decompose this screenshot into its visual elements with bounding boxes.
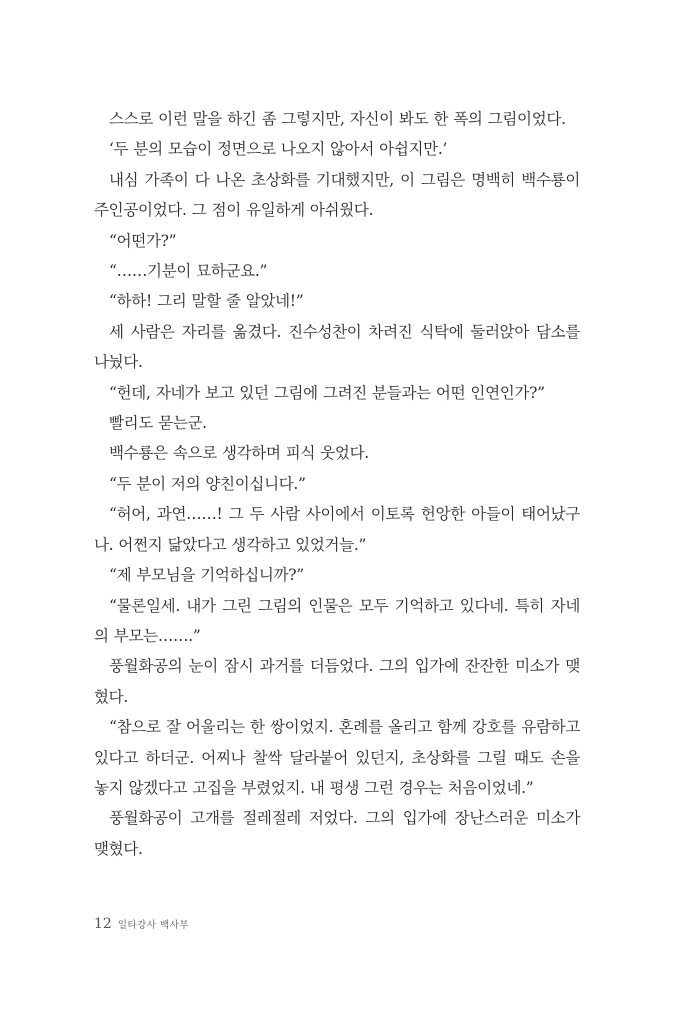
paragraph: “헌데, 자네가 보고 있던 그림에 그려진 분들과는 어떤 인연인가?” (109, 383, 545, 402)
paragraph: “두 분이 저의 양친이십니다.” (109, 474, 306, 493)
paragraph: “물론일세. 내가 그린 그림의 인물은 모두 기억하고 있다네. 특히 자네의 부모는…….” (94, 596, 580, 645)
paragraph: “하하! 그리 말할 줄 알았네!” (109, 292, 304, 311)
paragraph: “참으로 잘 어울리는 한 쌍이었지. 혼례를 올리고 함께 강호를 유람하고 있다고 하더군. 어찌나 찰싹 달라붙어 있던지, 초상화를 그릴 때도 손을 놓지 않겠다고 고집을 부렸었지. 내 평생 그런 경우는 처음이었네.” (94, 718, 580, 797)
page-footer (94, 916, 189, 932)
paragraph: 내심 가족이 다 나온 초상화를 기대했지만, 이 그림은 명백히 백수룡이 주인공이었다. 그 점이 유일하게 아쉬웠다. (94, 170, 580, 220)
paragraph: 세 사람은 자리를 옮겼다. 진수성찬이 차려진 식탁에 둘러앉아 담소를 나눴다. (94, 322, 580, 372)
body-text (94, 104, 580, 864)
paragraph: 백수룡은 속으로 생각하며 피식 웃었다. (109, 444, 369, 463)
paragraph: 스스로 이런 말을 하긴 좀 그렇지만, 자신이 봐도 한 폭의 그림이었다. (109, 110, 566, 128)
paragraph: 풍월화공의 눈이 잠시 과거를 더듬었다. 그의 입가에 잔잔한 미소가 맺혔다. (94, 657, 580, 706)
paragraph: 빨리도 묻는군. (109, 414, 207, 433)
page-number: 12 (94, 916, 112, 932)
running-title: 일타강사 백사부 (117, 920, 190, 931)
paragraph: “어떤가?” (109, 231, 177, 250)
paragraph: “허어, 과연……! 그 두 사람 사이에서 이토록 헌앙한 아들이 태어났구나. 어쩐지 닮았다고 생각하고 있었거늘.” (94, 505, 580, 554)
paragraph: “……기분이 묘하군요.” (109, 262, 268, 281)
paragraph: “제 부모님을 기억하십니까?” (109, 566, 304, 585)
paragraph: ‘두 분의 모습이 정면으로 나오지 않아서 아쉽지만.’ (109, 140, 448, 159)
paragraph: 풍월화공이 고개를 절레절레 저었다. 그의 입가에 장난스러운 미소가 맺혔다. (94, 809, 580, 858)
